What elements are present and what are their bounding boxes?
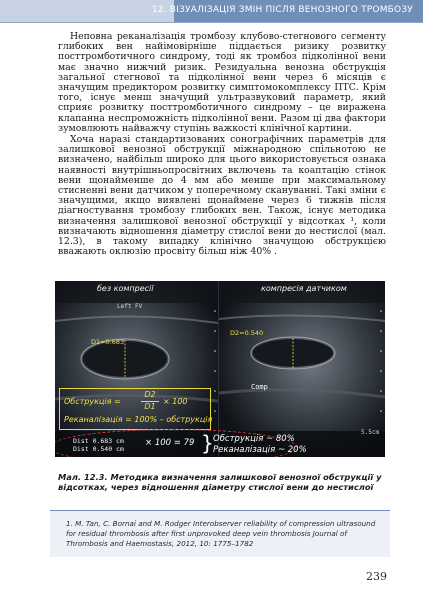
depth-right: 5.5cm	[361, 429, 380, 436]
body-text	[58, 32, 386, 257]
fraction-numerator: D2	[144, 390, 156, 399]
paragraph-2: Хоча наразі стандартизованих сонографічних параметрів для залишкової венозної обструкції міжнародною спільнотою не визначено, найбільш широко для цього використовується ознака наявності внутрішньопросвітних включень та коаптацію стінок вени щонайменше до 4 мм або менше при максимальному стисненні вени датчиком у поперечному скануванні. Такі зміни є значущими, якщо виявлені щонаймене через 6 тижнів після діагностування тромбозу глибоких вен. Також, існує методика визначення залишкової венозної обструкції у відсотках ¹, коли визначають відношення діаметру стислої вени до нестислої (мал. 12.3), в такому випадку клінічно значущою обструкцією вважають оклюзію просвіту більш ніж 40% .	[58, 134, 386, 258]
label-probe-compression: компресія датчиком	[261, 284, 347, 293]
d2-measure: D2=0.540	[230, 329, 264, 337]
ultrasound-figure	[55, 281, 385, 457]
result-obstruction: Обструкція ~ 80%	[213, 434, 295, 444]
label-no-compression: без компресії	[97, 284, 154, 293]
result-recanalization: Реканалізація ~ 20%	[213, 445, 307, 455]
d1-measure: D1=0.683	[91, 338, 125, 346]
footnote: 1. M. Tan, C. Bornai and M. Rodger Interobserver reliability of compression ultrasound for residual thrombosis after first unprovoked deep vein thrombosis Journal of Thrombosis and Haemostasis, 2012, 10: 1775–1782	[66, 519, 376, 548]
header-accent-dark	[151, 0, 423, 22]
calc-result: × 100 = 79	[145, 438, 195, 448]
chapter-title: 12. ВІЗУАЛІЗАЦІЯ ЗМІН ПІСЛЯ ВЕНОЗНОГО ТРОМБОЗУ	[151, 5, 413, 15]
formula-recanalization: Реканалізація = 100% – обструкція	[64, 415, 213, 424]
header-rule	[0, 22, 423, 23]
dist-2: Dist 0.540 cm	[73, 445, 124, 453]
fraction-denominator: D1	[144, 402, 156, 411]
header-accent-light	[0, 0, 174, 22]
comp-label: Comp	[251, 383, 268, 391]
figure-caption: Мал. 12.3. Методика визначення залишкової венозної обструкції у відсотках, через відношення діаметру стислої вени до нестислої	[58, 472, 382, 492]
page-number: 239	[366, 570, 387, 583]
result-brace: }	[201, 431, 214, 455]
left-fv-label: Left FV	[117, 303, 143, 310]
formula-times: × 100	[163, 397, 188, 406]
dist-1: Dist 0.683 cm	[73, 437, 124, 445]
running-header	[0, 0, 423, 22]
paragraph-1: Неповна реканалізація тромбозу клубово-стегнового сегменту глибоких вен найімовірніше піддається ризику розвитку посттромботичного синдрому, тоді як тромбоз підколінної вени має значно нижчий ризик. Резидуальна венозна обструкція загальної стегнової та підколінної вени через 6 місяців є значущим предиктором розвитку симптомокомплексу ПТС. Крім того, існує менш значущий ультразвуковий параметр, який сприяє розвитку посттромботичного синдрому – це виражена клапанна неспроможність підколінної вени. Разом ці два фактори зумовлюють найважчу ступінь важкості клінічної картини.	[58, 31, 386, 134]
formula-obstruction: Обструкція =	[64, 397, 121, 406]
